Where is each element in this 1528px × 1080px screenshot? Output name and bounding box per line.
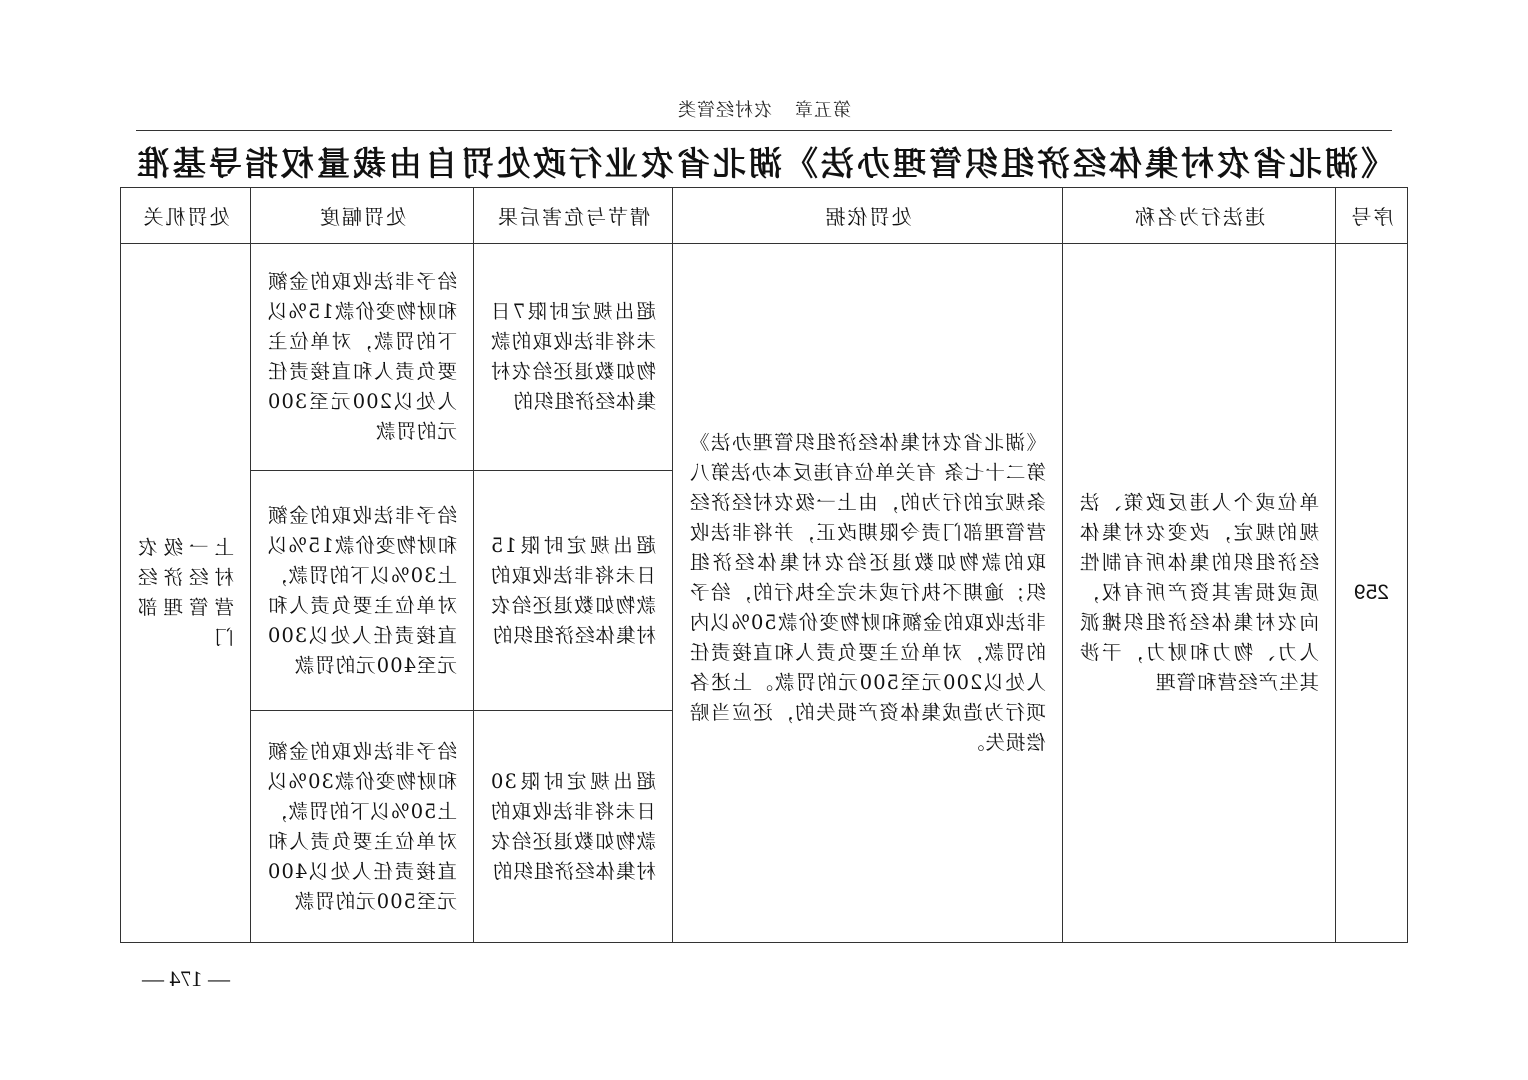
tier-1-penalty-cell <box>251 244 474 471</box>
running-head <box>0 96 1528 122</box>
section-label: 农村经管类 <box>677 100 772 121</box>
tier-1-circumstance: 超出规定时限7日未将非法收取的款物如数退还给农村集体经济组织的 <box>490 300 656 413</box>
header-authority: 处罚机关 <box>121 188 251 244</box>
row-basis-cell <box>673 244 1063 943</box>
row-violation: 单位或个人违反政策、法规的规定，改变农村集体经济组织的集体所有制性质或损害其资产所有权，向农村集体经济组织摊派人力、物力和财力，干涉其生产经营和管理 <box>1079 491 1319 694</box>
header-divider <box>136 130 1392 131</box>
tier-1-circumstance-cell <box>474 244 673 471</box>
header-violation: 违法行为名称 <box>1063 188 1336 244</box>
header-circumstance: 情节与危害后果 <box>474 188 673 244</box>
chapter-label: 第五章 <box>794 100 851 121</box>
row-authority-cell <box>121 244 251 943</box>
row-seq: 259 <box>1336 244 1408 943</box>
row-authority: 上一级农村经济经营管理部门 <box>137 536 234 649</box>
tier-3-circumstance-cell <box>474 711 673 943</box>
table-row <box>121 244 1408 471</box>
tier-1-penalty: 给予非法收取的金额和财物变价款15%以下的罚款，对单位主要负责人和直接责任人处以200元至300元的罚款 <box>267 270 457 443</box>
tier-2-penalty-cell <box>251 471 474 711</box>
header-seq: 序号 <box>1336 188 1408 244</box>
row-basis: 《湖北省农村集体经济组织管理办法》第二十七条 有关单位有违反本办法第八条规定的行为的，由上一级农村经济经营管理部门责令限期改正，并将非法收取的款物如数退还给农村集体经济组织；逾期不执行或未完全执行的，给予非法收取的金额和财物变价款50%以内的罚款，对单位主要负责人和直接责任人处以200元至500元的罚款。上述各项行为造成集体资产损失的，还应当赔偿损失。 <box>689 431 1046 754</box>
tier-2-circumstance: 超出规定时限15日未将非法收取的款物如数退还给农村集体经济组织的 <box>490 533 656 647</box>
row-violation-cell <box>1063 244 1336 943</box>
tier-3-penalty: 给予非法收取的金额和财物变价款30%以上50%以下的罚款，对单位主要负责人和直接责任人处以400元至500元的罚款 <box>267 739 457 913</box>
page-number: — 174 — <box>142 966 230 991</box>
table-header-row <box>121 188 1408 244</box>
header-basis: 处罚依据 <box>673 188 1063 244</box>
tier-3-penalty-cell <box>251 711 474 943</box>
tier-2-circumstance-cell <box>474 471 673 711</box>
page-title: 《湖北省农村集体经济组织管理办法》湖北省农业行政处罚自由裁量权指导基准 <box>134 144 1394 183</box>
header-penalty: 处罚幅度 <box>251 188 474 244</box>
tier-2-penalty: 给予非法收取的金额和财物变价款15%以上30%以下的罚款，对单位主要负责人和直接责任人处以300元至400元的罚款 <box>267 503 457 677</box>
penalty-standard-table <box>120 187 1408 943</box>
tier-3-circumstance: 超出规定时限30日未将非法收取的款物如数退还给农村集体经济组织的 <box>490 769 656 883</box>
